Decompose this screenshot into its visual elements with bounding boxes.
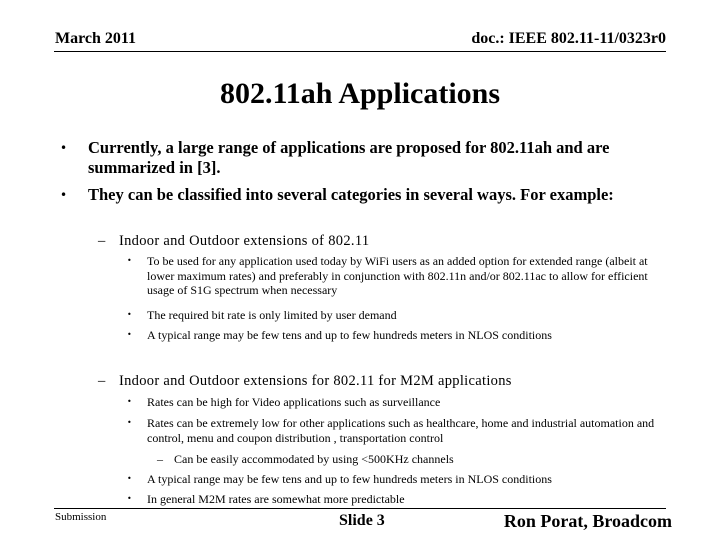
bullet-marker: • <box>127 310 132 319</box>
dash-marker: – <box>157 452 163 466</box>
sub-bullet-text: To be used for any application used today by WiFi users as an added option for extended range (albeit at lower maximum rates) and preferably in conjunction with 802.11n and/or 802.11ac to allow for efficient usage of S1G spectrum when necessary <box>147 254 648 297</box>
bullet-marker: • <box>127 397 132 406</box>
header-divider <box>54 51 666 52</box>
sub-bullet-text: Rates can be extremely low for other applications such as healthcare, home and industrial automation and control, menu and coupon distribution , transportation control <box>147 416 655 445</box>
sub-bullet-text: A typical range may be few tens and up to few hundreds meters in NLOS conditions <box>147 328 552 342</box>
header-date: March 2011 <box>55 30 137 47</box>
footer-divider <box>54 508 666 509</box>
category-text: Indoor and Outdoor extensions of 802.11 <box>119 233 370 249</box>
bullet-marker: • <box>127 494 132 503</box>
footer-slide-number: Slide 3 <box>339 512 385 529</box>
slide-title: 802.11ah Applications <box>219 77 501 110</box>
bullet-marker: • <box>127 474 132 483</box>
bullet-text: They can be classified into several categories in several ways. For example: <box>88 185 614 204</box>
sub-sub-bullet-text: Can be easily accommodated by using <500KHz channels <box>174 452 454 466</box>
bullet-text: Currently, a large range of applications are proposed for 802.11ah and are summarized in [3]. <box>88 138 610 177</box>
bullet-marker: • <box>127 256 132 265</box>
header-doc-id: doc.: IEEE 802.11-11/0323r0 <box>471 30 666 47</box>
sub-bullet-text: In general M2M rates are somewhat more predictable <box>147 492 405 506</box>
bullet-marker: • <box>60 188 68 202</box>
dash-marker: – <box>98 373 106 389</box>
dash-marker: – <box>98 233 106 249</box>
sub-bullet-text: A typical range may be few tens and up to few hundreds meters in NLOS conditions <box>147 472 552 486</box>
sub-bullet-text: Rates can be high for Video applications such as surveillance <box>147 395 441 409</box>
bullet-marker: • <box>127 418 132 427</box>
bullet-marker: • <box>127 330 132 339</box>
category-text: Indoor and Outdoor extensions for 802.11 for M2M applications <box>119 373 512 389</box>
footer-submission: Submission <box>55 511 107 523</box>
sub-bullet-text: The required bit rate is only limited by user demand <box>147 308 397 322</box>
bullet-marker: • <box>60 141 68 155</box>
footer-author: Ron Porat, Broadcom <box>503 511 672 531</box>
